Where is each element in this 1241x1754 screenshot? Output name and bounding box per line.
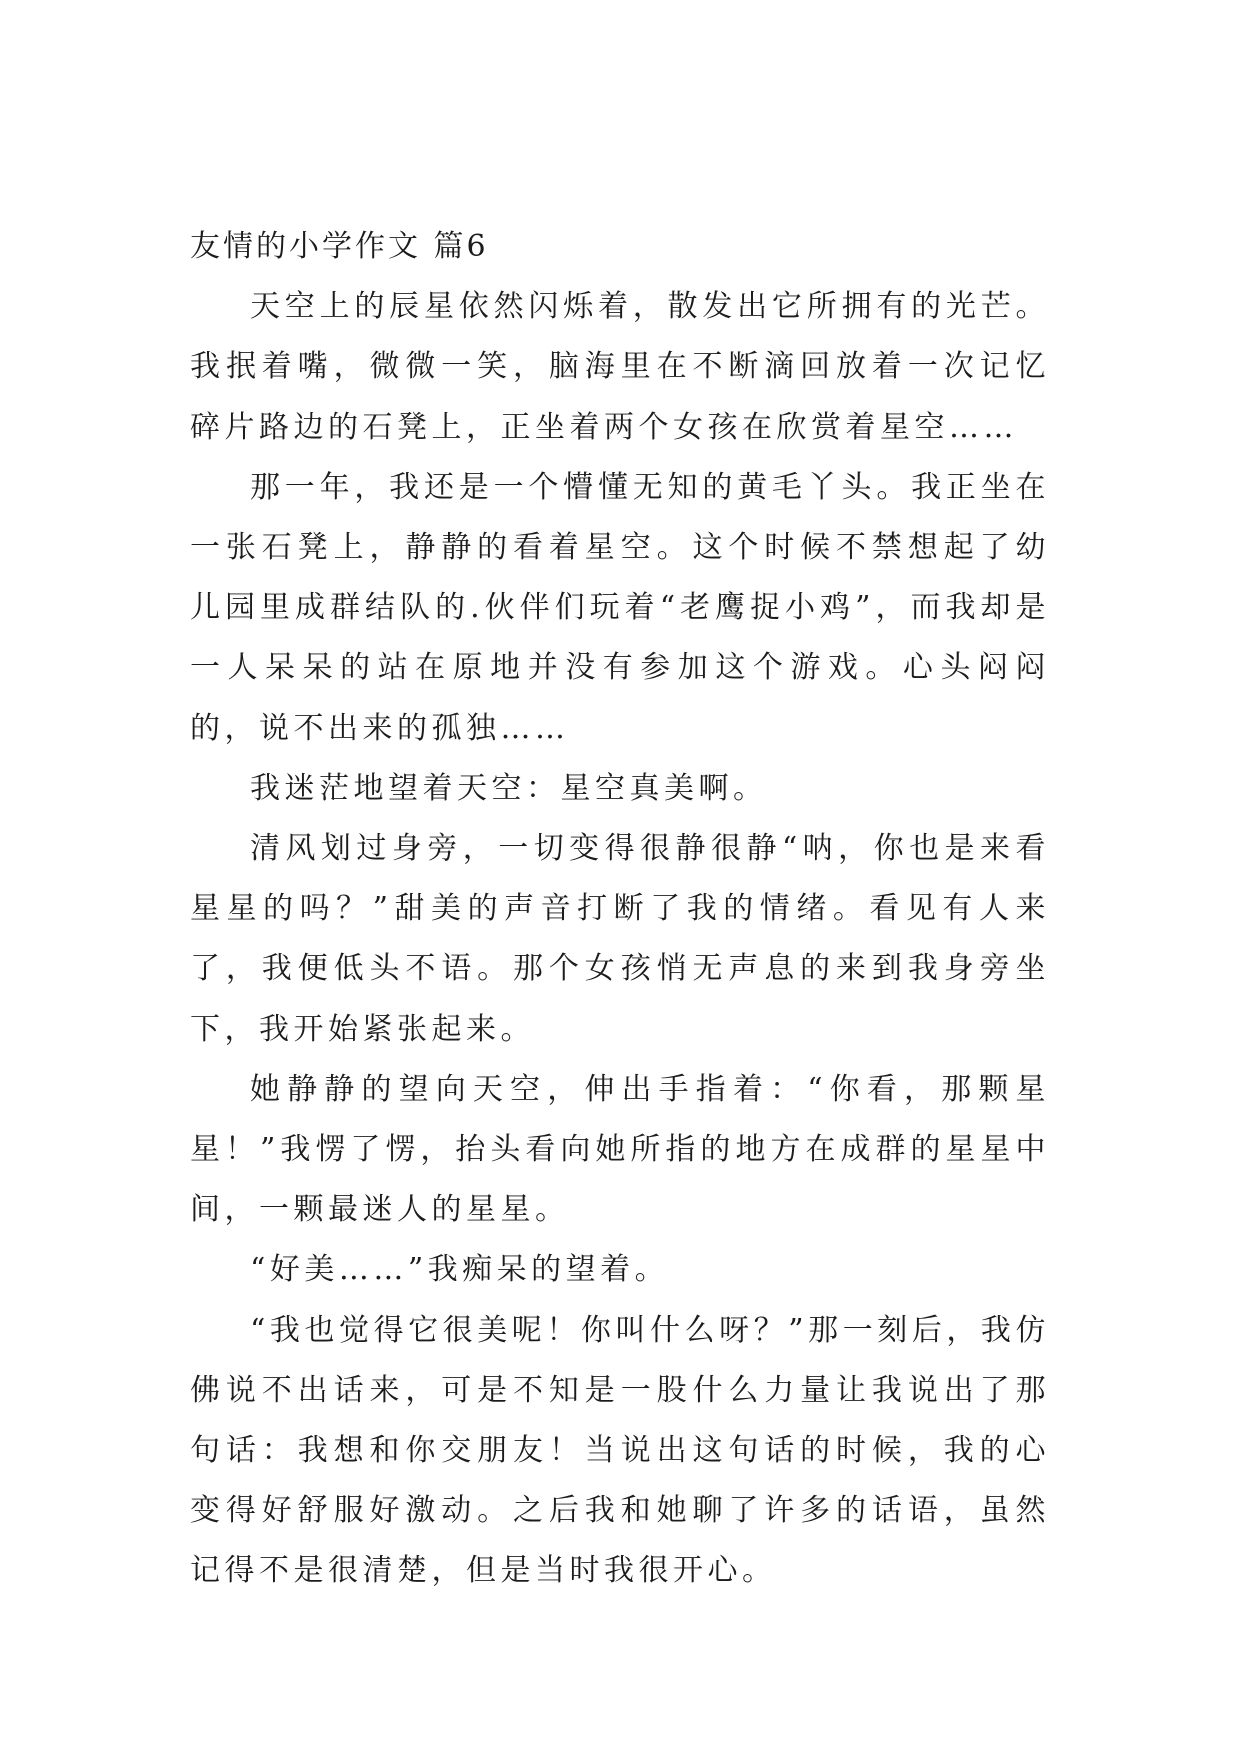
paragraph-1: 天空上的辰星依然闪烁着，散发出它所拥有的光芒。我抿着嘴，微微一笑，脑海里在不断滴回放着一次记忆碎片路边的石凳上，正坐着两个女孩在欣赏着星空…… xyxy=(190,289,1050,445)
paragraph-2: 那一年，我还是一个懵懂无知的黄毛丫头。我正坐在一张石凳上，静静的看着星空。这个时候不禁想起了幼儿园里成群结队的.伙伴们玩着“老鹰捉小鸡”，而我却是一人呆呆的站在原地并没有参加这个游戏。心头闷闷的，说不出来的孤独…… xyxy=(190,469,1050,746)
paragraph-3: 我迷茫地望着天空：星空真美啊。 xyxy=(250,770,768,806)
paragraph-4: 清风划过身旁，一切变得很静很静“呐，你也是来看星星的吗？”甜美的声音打断了我的情绪。看见有人来了，我便低头不语。那个女孩悄无声息的来到我身旁坐下，我开始紧张起来。 xyxy=(190,831,1050,1047)
paragraph-7: “我也觉得它很美呢！你叫什么呀？”那一刻后，我仿佛说不出话来，可是不知是一股什么力量让我说出了那句话：我想和你交朋友！当说出这句话的时候，我的心变得好舒服好激动。之后我和她聊了许多的话语，虽然记得不是很清楚，但是当时我很开心。 xyxy=(190,1312,1050,1589)
paragraph-6: “好美……”我痴呆的望着。 xyxy=(250,1252,670,1288)
paragraph-5: 她静静的望向天空，伸出手指着：“你看，那颗星星！”我愣了愣，抬头看向她所指的地方在成群的星星中间，一颗最迷人的星星。 xyxy=(190,1071,1050,1228)
essay-title: 友情的小学作文 篇6 xyxy=(190,229,489,264)
essay-body xyxy=(190,217,1050,1602)
